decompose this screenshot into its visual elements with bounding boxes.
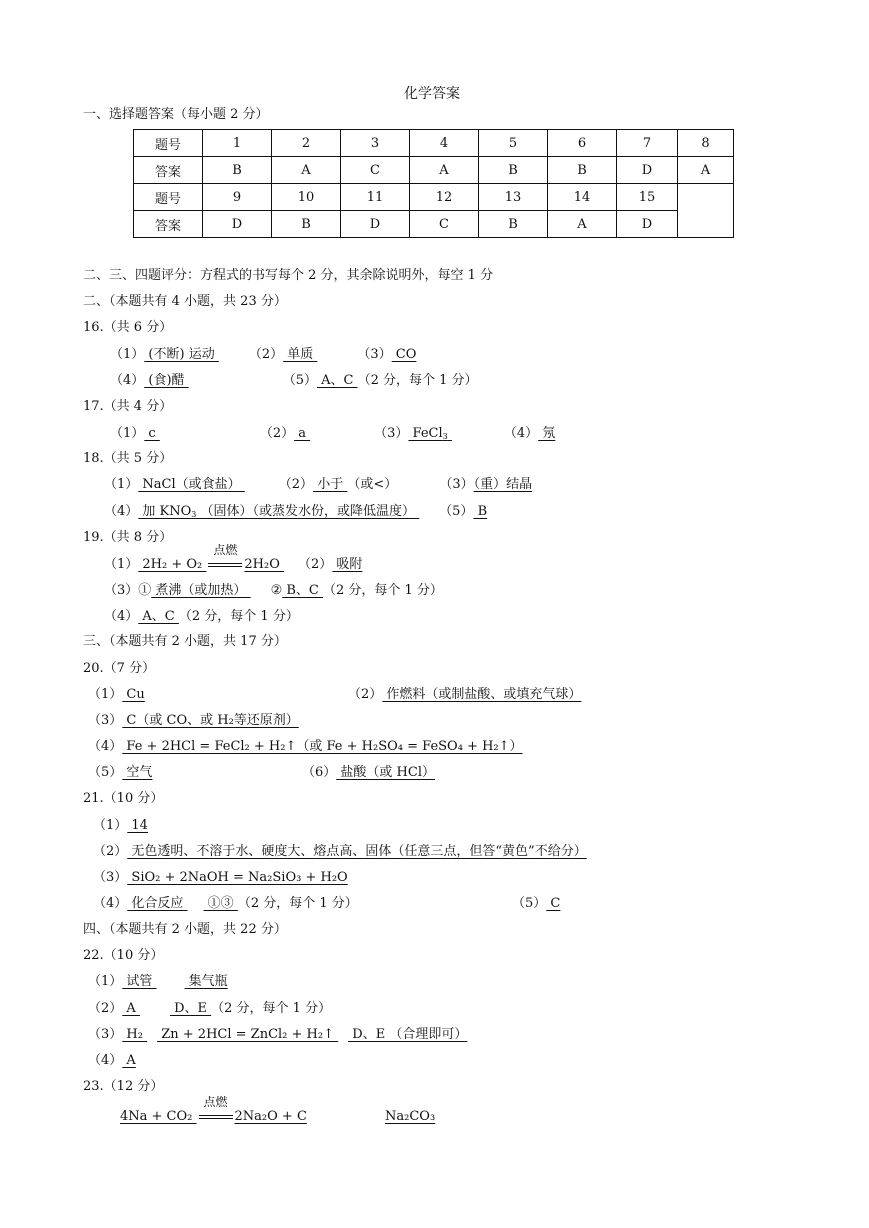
q21-line3: [93, 869, 348, 887]
q21-part4-label: （4）: [93, 896, 128, 911]
q20-answer-1: Cu: [122, 687, 145, 702]
q20-answer-4: Fe + 2HCl = FeCl₂ + H₂↑（或 Fe + H₂SO₄ = FeSO₄ + H₂↑）: [122, 739, 523, 754]
q18-part2-label: （2）: [278, 477, 314, 492]
q20-line1: [88, 686, 145, 704]
q19-part1-label: （1）: [104, 557, 139, 572]
q22-answer-4: A: [122, 1053, 136, 1068]
q21-answer-4b: ①③: [203, 896, 238, 911]
q22-part3-label: （3）: [88, 1027, 123, 1042]
table-cell: 8: [678, 130, 734, 157]
q16-answer-1: (不断) 运动: [144, 347, 219, 362]
table-cell: 14: [548, 184, 617, 211]
table-cell: B: [479, 157, 548, 184]
q20-line3: [88, 738, 523, 756]
table-cell: 答案: [134, 157, 203, 184]
table-cell: D: [341, 211, 410, 238]
q16-part2-label: （2）: [248, 347, 284, 362]
q18-part4-label: （4）: [104, 504, 139, 519]
q21-line2: [93, 843, 587, 861]
q21-answer-4a: 化合反应: [127, 896, 188, 911]
table-cell: A: [678, 157, 734, 184]
table-cell: C: [341, 157, 410, 184]
q20-line4b: [302, 764, 435, 782]
table-cell: 10: [272, 184, 341, 211]
table-cell: A: [410, 157, 479, 184]
q21-answer-1: 14: [127, 818, 148, 833]
q20-answer-6: 盐酸（或 HCl）: [336, 765, 435, 780]
table-cell: A: [272, 157, 341, 184]
q17-line1: [110, 425, 555, 443]
q19-circle-2: ②: [270, 583, 283, 598]
q18-answer-4: 加 $KNO_3$ （固体）（或蒸发水份，或降低温度）: [138, 504, 420, 519]
q19-answer-3b: B、C: [282, 583, 323, 598]
q18-answer-3: （重）结晶: [473, 477, 533, 492]
q16-part5-label: （5）: [282, 373, 317, 388]
q22-answer-2b: D、E: [169, 1001, 212, 1016]
table-cell: 3: [341, 130, 410, 157]
q16-answer-4: (食)醋: [144, 373, 189, 388]
q21-answer-2: 无色透明、不溶于水、硬度大、熔点高、固体（任意三点，但答“黄色”不给分）: [127, 844, 587, 859]
q19-answer-4: A、C: [138, 609, 179, 624]
q22-line4: [88, 1052, 136, 1070]
q16-heading: 16.（共 6 分）: [83, 320, 173, 335]
page-title: 化学答案: [404, 86, 460, 102]
q18-answer-1: NaCl（或食盐）: [138, 477, 245, 492]
table-cell: B: [548, 157, 617, 184]
section4-heading: 四、（本题共有 2 小题，共 22 分）: [83, 922, 287, 937]
table-cell: 12: [410, 184, 479, 211]
q21-answer-3: SiO₂ + 2NaOH = Na₂SiO₃ + H₂O: [127, 870, 348, 885]
q18-part1-label: （1）: [104, 477, 139, 492]
q20-part6-label: （6）: [302, 765, 337, 780]
q20-part5-label: （5）: [88, 765, 123, 780]
q23-answer-2: Na₂CO₃: [385, 1109, 436, 1124]
q22-heading: 22.（10 分）: [83, 948, 164, 963]
q20-answer-2: 作燃料（或制盐酸、或填充气球）: [382, 687, 582, 702]
q18-line2: [104, 503, 487, 521]
q21-line4: [93, 895, 358, 913]
q22-part2-label: （2）: [88, 1001, 123, 1016]
q16-part1-label: （1）: [110, 347, 145, 362]
q19-equation: 2H₂ + O₂ 点燃 2H₂O: [138, 543, 285, 572]
q16-line2: [110, 372, 478, 390]
q20-line2: [88, 712, 299, 730]
q23-heading: 23.（12 分）: [83, 1079, 164, 1094]
table-row: [134, 211, 734, 238]
q18-part3-label: （3）: [439, 477, 474, 492]
q22-line1: [88, 973, 228, 991]
q17-answer-3: FeCl$_3$: [408, 426, 448, 441]
q17-answer-2: a: [294, 426, 311, 441]
table-row: [134, 184, 734, 211]
q22-answer-3a: H₂: [122, 1027, 148, 1042]
table-cell: 13: [479, 184, 548, 211]
q20-part4-label: （4）: [88, 739, 123, 754]
q22-answer-2a: A: [122, 1001, 140, 1016]
table-cell: 11: [341, 184, 410, 211]
q22-answer-1b: 集气瓶: [184, 974, 228, 989]
table-cell: D: [203, 211, 272, 238]
q17-part1-label: （1）: [110, 426, 145, 441]
q22-line2: [88, 1000, 331, 1018]
q16-note-5: （2 分，每个 1 分）: [357, 373, 478, 388]
q17-part3-label: （3）: [374, 426, 409, 441]
q22-answer-1a: 试管: [122, 974, 157, 989]
q20-heading: 20.（7 分）: [83, 661, 156, 676]
table-cell: 题号: [134, 184, 203, 211]
table-cell: 1: [203, 130, 272, 157]
q19-line1: [104, 543, 363, 574]
q16-line1: [110, 346, 416, 364]
q19-circle-1: ①: [138, 583, 152, 598]
q18-answer-2: 小于: [313, 477, 348, 492]
q19-note-3: （2 分，每个 1 分）: [322, 583, 443, 598]
table-cell: B: [479, 211, 548, 238]
q21-heading: 21.（10 分）: [83, 791, 164, 806]
q17-answer-1: c: [144, 426, 160, 441]
answer-table: [133, 129, 734, 238]
q18-answer-2-note: （或<）: [347, 477, 398, 492]
q19-heading: 19.（共 8 分）: [83, 530, 173, 545]
q20-part1-label: （1）: [88, 687, 123, 702]
q19-note-4: （2 分，每个 1 分）: [178, 609, 299, 624]
table-cell: 2: [272, 130, 341, 157]
q21-part2-label: （2）: [93, 844, 128, 859]
q20-answer-3: C（或 CO、或 H₂等还原剂）: [122, 713, 299, 728]
q23-line1b: [385, 1108, 435, 1126]
q17-part2-label: （2）: [259, 426, 295, 441]
q19-line2: [104, 582, 443, 600]
q19-line3: [104, 608, 299, 626]
table-cell: 15: [617, 184, 678, 211]
section1-heading: 一、选择题答案（每小题 2 分）: [83, 107, 269, 122]
q22-line3: [88, 1026, 467, 1044]
q23-line1: [120, 1095, 307, 1126]
q20-line4: [88, 764, 152, 782]
q19-condition: 点燃: [213, 543, 238, 557]
q16-answer-2: 单质: [283, 347, 318, 362]
table-cell: A: [548, 211, 617, 238]
q16-answer-3: CO: [391, 347, 417, 362]
q22-answer-3c: D、E （合理即可）: [348, 1027, 468, 1042]
q16-part4-label: （4）: [110, 373, 145, 388]
table-cell: 题号: [134, 130, 203, 157]
table-cell: C: [410, 211, 479, 238]
q21-answer-5: C: [546, 896, 561, 911]
q22-part4-label: （4）: [88, 1053, 123, 1068]
table-cell: D: [617, 211, 678, 238]
table-cell: B: [203, 157, 272, 184]
table-cell: 6: [548, 130, 617, 157]
q19-answer-2: 吸附: [332, 557, 363, 572]
table-cell: D: [617, 157, 678, 184]
table-cell: 9: [203, 184, 272, 211]
q21-note-4: （2 分，每个 1 分）: [237, 896, 358, 911]
q17-heading: 17.（共 4 分）: [83, 399, 173, 414]
q20-part3-label: （3）: [88, 713, 123, 728]
table-cell: 4: [410, 130, 479, 157]
table-cell: 5: [479, 130, 548, 157]
q16-answer-5: A、C: [316, 373, 358, 388]
q17-answer-4: 氖: [538, 426, 556, 441]
section3-heading: 三、（本题共有 2 小题，共 17 分）: [83, 634, 287, 649]
q19-part3-label: （3）: [104, 583, 139, 598]
q17-part4-label: （4）: [503, 426, 539, 441]
q18-heading: 18.（共 5 分）: [83, 451, 173, 466]
q21-part1-label: （1）: [93, 818, 128, 833]
table-cell: 答案: [134, 211, 203, 238]
scoring-note: 二、三、四题评分：方程式的书写每个 2 分，其余除说明外，每空 1 分: [83, 268, 494, 283]
table-row: [134, 157, 734, 184]
q20-answer-5: 空气: [122, 765, 153, 780]
q19-part2-label: （2）: [298, 557, 333, 572]
q18-part5-label: （5）: [439, 504, 474, 519]
table-cell: 7: [617, 130, 678, 157]
q19-answer-3a: 煮沸（或加热）: [151, 583, 251, 598]
q22-answer-3b: Zn + 2HCl = ZnCl₂ + H₂↑: [157, 1027, 339, 1042]
q21-part3-label: （3）: [93, 870, 128, 885]
q21-part5-label: （5）: [512, 896, 547, 911]
q18-line1: [104, 476, 532, 494]
q20-line1b: [348, 686, 581, 704]
table-row: [134, 130, 734, 157]
q22-part1-label: （1）: [88, 974, 123, 989]
q20-part2-label: （2）: [348, 687, 383, 702]
q23-condition: 点燃: [203, 1095, 228, 1109]
q19-part4-label: （4）: [104, 609, 139, 624]
q21-line4b: [512, 895, 560, 913]
section2-heading: 二、（本题共有 4 小题，共 23 分）: [83, 294, 287, 309]
q21-line1: [93, 817, 148, 835]
q16-part3-label: （3）: [357, 347, 392, 362]
q23-equation: 4Na + CO₂ 点燃 2Na₂O + C: [120, 1095, 307, 1124]
table-cell: B: [272, 211, 341, 238]
q18-answer-5: B: [473, 504, 488, 519]
q22-note-2: （2 分，每个 1 分）: [211, 1001, 332, 1016]
empty-cell: [678, 184, 734, 238]
